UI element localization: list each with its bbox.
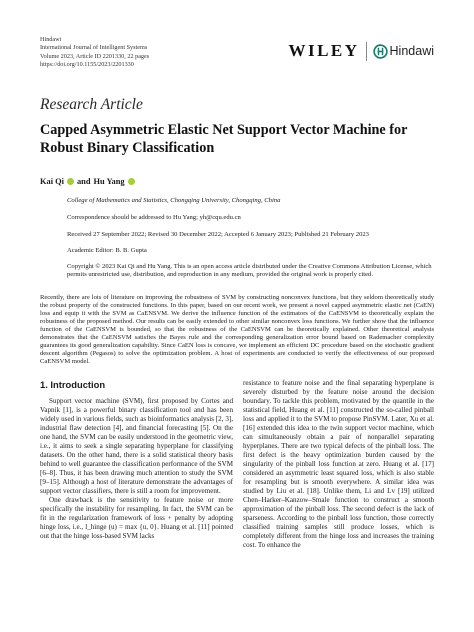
hindawi-wordmark: Hindawi: [389, 44, 434, 58]
section-heading: 1. Introduction: [40, 379, 106, 390]
article-dates: Received 27 September 2022; Revised 30 December 2022; Accepted 6 January 2023; Published 21 February 2023: [67, 231, 369, 238]
intro-paragraph: resistance to feature noise and the final separating hyperplane is severely disturbed by the feature noise around the decision boundary. To tackle this problem, motivated by the quantile in the statistical field, Huang et al. [11] constructed the so-called pinball loss and applied it to the SVM to propose PinSVM. Later, Xu et al. [16] extended this idea to the twin support vector machine, which can simultaneously obtain a pair of nonparallel separating hyperplanes. There are two typical defects of the pinball loss. The first defect is the heavy optimization burden caused by the singularity of the pinball loss function at zero. Huang et al. [17] considered an asymmetric least squared loss, which is also stable for resampling but is smooth everywhere. A similar idea was studied by Liu et al. [18]. Unlike them, Li and Lv [19] utilized Chen–Harker–Kanzow–Smale function to construct a smooth approximation of the pinball loss. The second defect is the lack of sparseness. According to the pinball loss function, those correctly classified training samples still produce losses, which is completely different from the hinge loss and increases the training cost. To enhance the: [243, 379, 434, 549]
hindawi-mark-icon: [373, 44, 388, 59]
article-type: Research Article: [40, 96, 143, 113]
affiliation: College of Mathematics and Statistics, Chongqing University, Chongqing, China: [67, 197, 281, 204]
journal-name: Hindawi: [40, 36, 62, 43]
journal-meta: [40, 36, 149, 69]
publisher-logos: [288, 40, 434, 62]
correspondence: Correspondence should be addressed to Hu Yang; yh@cqu.edu.cn: [67, 214, 241, 221]
intro-column-right: [243, 379, 434, 550]
article-title: Capped Asymmetric Elastic Net Support Vector Machine for Robust Binary Classification: [40, 122, 408, 156]
intro-paragraph: Support vector machine (SVM), first proposed by Cortes and Vapnik [1], is a powerful binary classification tool and has been widely used in various fields, such as bioinformatics analysis [2, 3], industrial flaw detection [4], and financial forecasting [5]. On the one hand, the SVM can be easily understood in the geometric view, i.e., it aims to seek a single separating hyperplane for classifying datasets. On the other hand, there is a solid statistical theory basis behind to well guarantee the classification performance of the SVM [6–8]. Thus, it has been drawing much attention to study the SVM [9–15]. Although a host of literature demonstrate the advantages of support vector classifiers, there is still a room for improvement.: [40, 397, 233, 495]
hindawi-logo: [373, 44, 434, 59]
orcid-icon[interactable]: [128, 178, 135, 185]
abstract: Recently, there are lots of literature on improving the robustness of SVM by constructing nonconvex functions, but they seldom theoretically study the robust property of the constructed functions. In this paper, based on our recent work, we present a novel capped asymmetric elastic net (CaEN) loss and equip it with the SVM as CaENSVM. We derive the influence function of the estimators of the CaENSVM to theoretically explain the robustness of the proposed method. Our results can be easily extended to other similar nonconvex loss functions. We further show that the influence function of the CaENSVM is bounded, so that the robustness of the CaENSVM can be theoretically explained. Other theoretical analysis demonstrates that the CaENSVM satisfies the Bayes rule and the corresponding generalization error bound based on Rademacher complexity guarantees its good generalization capability. Since CaEN loss is concave, we implement an efficient DC procedure based on the stochastic gradient descent algorithm (Pegasos) to solve the optimization problem. A host of experiments are conducted to verify the effectiveness of our proposed CaENSVM model.: [40, 294, 434, 366]
volume-line: Volume 2023, Article ID 2201330, 22 pages: [40, 52, 150, 60]
academic-editor: Academic Editor: B. B. Gupta: [67, 247, 147, 254]
author-line: [40, 177, 135, 186]
intro-paragraph: One drawback is the sensitivity to feature noise or more specifically the instability for resampling. In fact, the SVM can be fit in the regularization framework of loss + penalty by adopting hinge loss, i.e., l_hinge (u) = max {u, 0}. Huang et al. [11] pointed out that the hinge loss-based SVM lacks: [40, 496, 233, 540]
orcid-icon[interactable]: [67, 178, 74, 185]
wiley-logo: WILEY: [288, 41, 360, 60]
copyright-notice: Copyright © 2023 Kai Qi and Hu Yang. This is an open access article distributed under the Creative Commons Attribution License, which permits unrestricted use, distribution, and reproduction in any medium, provided the original work is properly cited.: [67, 263, 432, 279]
author-name[interactable]: Kai Qi: [40, 177, 64, 186]
logo-divider: [366, 42, 367, 61]
doi-link[interactable]: https://doi.org/10.1155/2023/2201330: [40, 60, 134, 68]
author-name[interactable]: Hu Yang: [93, 177, 125, 186]
intro-column-left: [40, 397, 233, 541]
journal-full-name: International Journal of Intelligent Systems: [40, 44, 148, 52]
author-join: and: [76, 177, 91, 186]
